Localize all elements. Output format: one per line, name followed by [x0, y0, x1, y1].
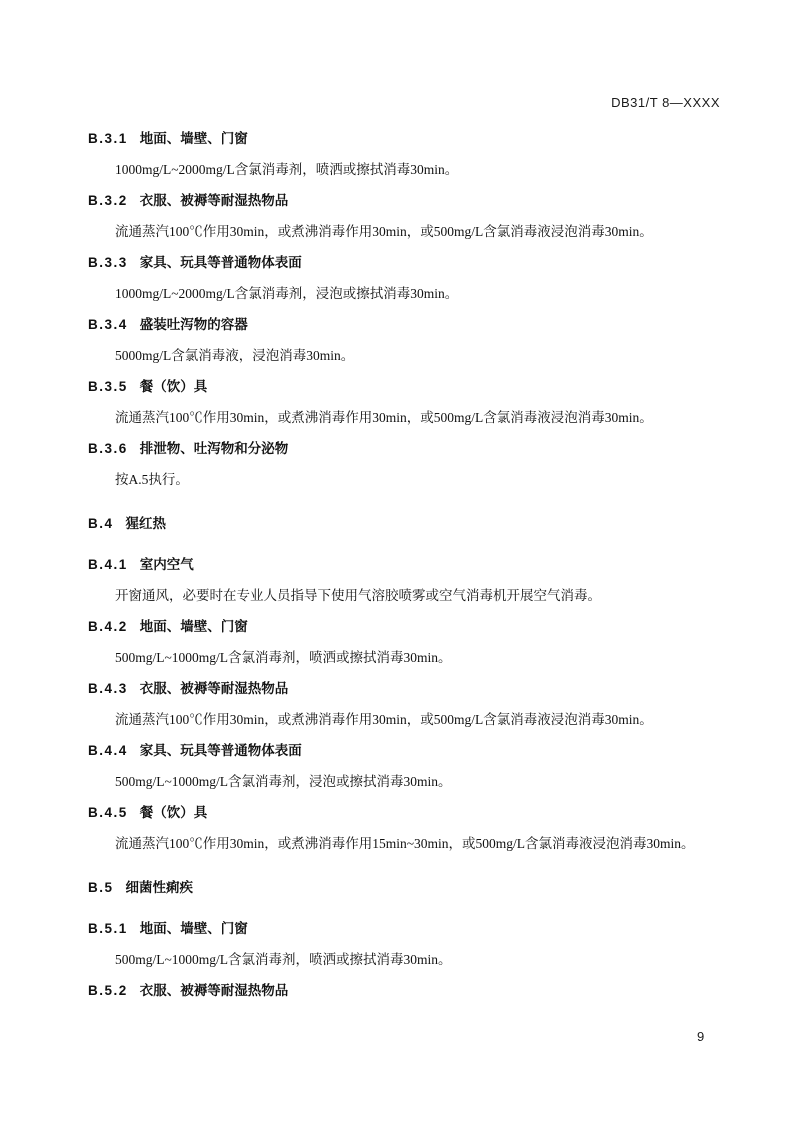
section-heading — [88, 185, 720, 216]
clause-title: 餐（饮）具 — [139, 379, 208, 394]
clause-number: B.5.1 — [88, 921, 128, 936]
clause-title: 衣服、被褥等耐湿热物品 — [139, 983, 289, 998]
body-paragraph: 1000mg/L~2000mg/L含氯消毒剂，浸泡或擦拭消毒30min。 — [115, 286, 459, 301]
body-paragraph: 流通蒸汽100℃作用30min，或煮沸消毒作用30min，或500mg/L含氯消毒液浸泡消毒30min。 — [115, 712, 653, 727]
clause-number: B.4.4 — [88, 743, 128, 758]
document-number-header: DB31/T 8—XXXX — [611, 95, 720, 110]
body-paragraph: 开窗通风，必要时在专业人员指导下使用气溶胶喷雾或空气消毒机开展空气消毒。 — [115, 588, 601, 603]
section-heading — [88, 611, 720, 642]
section-heading — [88, 549, 720, 580]
section-heading — [88, 123, 720, 154]
clause-number: B.5 — [88, 880, 114, 895]
clause-number: B.3.6 — [88, 441, 128, 456]
clause-number: B.4.2 — [88, 619, 128, 634]
clause-number: B.4 — [88, 516, 114, 531]
body-paragraph: 500mg/L~1000mg/L含氯消毒剂，喷洒或擦拭消毒30min。 — [115, 650, 452, 665]
clause-number: B.4.1 — [88, 557, 128, 572]
section-heading — [88, 913, 720, 944]
clause-title: 衣服、被褥等耐湿热物品 — [139, 193, 289, 208]
body-paragraph: 500mg/L~1000mg/L含氯消毒剂，浸泡或擦拭消毒30min。 — [115, 774, 452, 789]
clause-number: B.3.2 — [88, 193, 128, 208]
clause-number: B.3.5 — [88, 379, 128, 394]
body-paragraph: 流通蒸汽100℃作用30min，或煮沸消毒作用15min~30min，或500mg/L含氯消毒液浸泡消毒30min。 — [115, 836, 695, 851]
section-heading — [88, 673, 720, 704]
section-heading — [88, 735, 720, 766]
clause-number: B.4.5 — [88, 805, 128, 820]
body-paragraph: 流通蒸汽100℃作用30min，或煮沸消毒作用30min，或500mg/L含氯消毒液浸泡消毒30min。 — [115, 410, 653, 425]
chapter-heading — [88, 508, 720, 539]
clause-number: B.3.1 — [88, 131, 128, 146]
section-heading — [88, 433, 720, 464]
body-paragraph: 5000mg/L含氯消毒液，浸泡消毒30min。 — [115, 348, 355, 363]
clause-title: 家具、玩具等普通物体表面 — [139, 255, 302, 270]
page-number: 9 — [697, 1029, 705, 1044]
clause-title: 家具、玩具等普通物体表面 — [139, 743, 302, 758]
clause-title: 猩红热 — [125, 516, 167, 531]
section-heading — [88, 975, 720, 1006]
clause-title: 地面、墙壁、门窗 — [139, 131, 248, 146]
body-paragraph: 流通蒸汽100℃作用30min，或煮沸消毒作用30min，或500mg/L含氯消毒液浸泡消毒30min。 — [115, 224, 653, 239]
clause-number: B.3.4 — [88, 317, 128, 332]
clause-title: 室内空气 — [139, 557, 194, 572]
clause-title: 地面、墙壁、门窗 — [139, 921, 248, 936]
document-body — [88, 123, 720, 1006]
clause-number: B.3.3 — [88, 255, 128, 270]
clause-title: 盛装吐泻物的容器 — [139, 317, 248, 332]
clause-number: B.5.2 — [88, 983, 128, 998]
clause-title: 细菌性痢疾 — [125, 880, 194, 895]
body-paragraph: 按A.5执行。 — [115, 472, 189, 487]
clause-title: 衣服、被褥等耐湿热物品 — [139, 681, 289, 696]
chapter-heading — [88, 872, 720, 903]
body-paragraph: 500mg/L~1000mg/L含氯消毒剂，喷洒或擦拭消毒30min。 — [115, 952, 452, 967]
body-paragraph: 1000mg/L~2000mg/L含氯消毒剂，喷洒或擦拭消毒30min。 — [115, 162, 459, 177]
section-heading — [88, 247, 720, 278]
clause-number: B.4.3 — [88, 681, 128, 696]
section-heading — [88, 309, 720, 340]
clause-title: 餐（饮）具 — [139, 805, 208, 820]
section-heading — [88, 371, 720, 402]
clause-title: 地面、墙壁、门窗 — [139, 619, 248, 634]
section-heading — [88, 797, 720, 828]
clause-title: 排泄物、吐泻物和分泌物 — [139, 441, 289, 456]
